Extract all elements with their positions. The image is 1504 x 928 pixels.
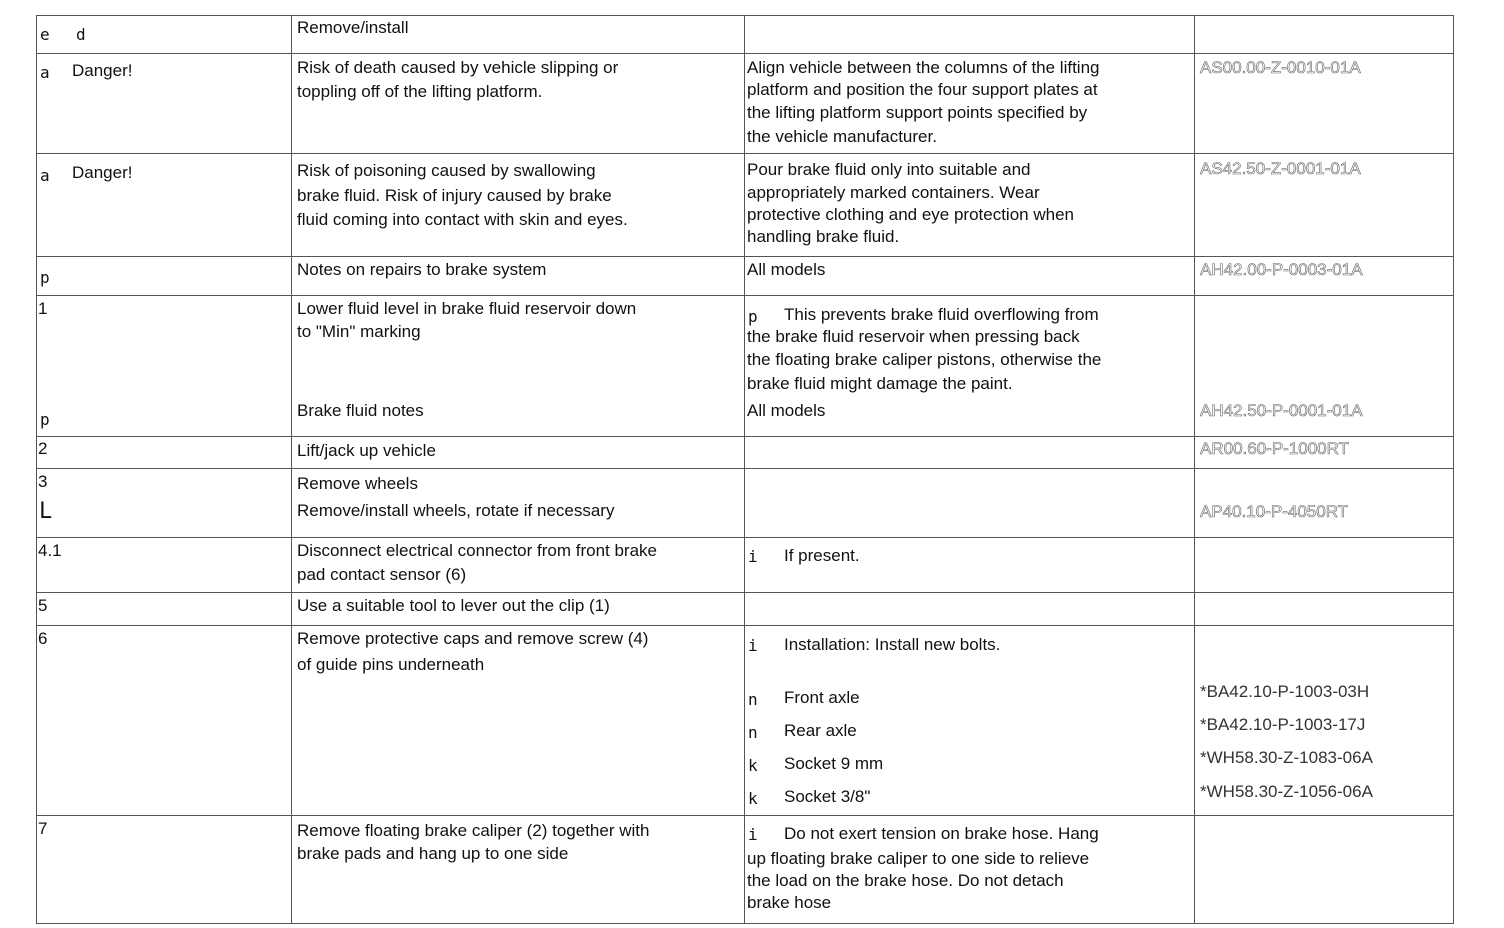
row-divider: [36, 468, 1454, 469]
row-divider: [36, 153, 1454, 154]
step-number: 6: [38, 629, 48, 648]
row-text: pad contact sensor (6): [297, 565, 467, 584]
row-note: Align vehicle between the columns of the lifting: [747, 58, 1100, 77]
page-title: Remove/install: [297, 18, 409, 37]
row-note: Pour brake fluid only into suitable and: [747, 160, 1031, 179]
row-note: the load on the brake hose. Do not detach: [747, 871, 1064, 890]
column-divider: [36, 15, 37, 923]
row-note: the vehicle manufacturer.: [747, 127, 937, 146]
list-bullet-icon: n: [748, 690, 758, 709]
list-item-label: Socket 3/8": [784, 787, 871, 806]
row-divider: [36, 592, 1454, 593]
document-reference-link[interactable]: *BA42.10-P-1003-17J: [1200, 715, 1366, 734]
header-symbol-e: e: [40, 25, 50, 44]
row-note: the brake fluid reservoir when pressing back: [747, 327, 1080, 346]
row-note: up floating brake caliper to one side to relieve: [747, 849, 1090, 868]
row-text: Remove protective caps and remove screw (4): [297, 629, 649, 648]
list-bullet-icon: n: [748, 723, 758, 742]
danger-label: Danger!: [72, 61, 133, 80]
row-text: to "Min" marking: [297, 322, 421, 341]
row-note: appropriately marked containers. Wear: [747, 183, 1040, 202]
row-text: of guide pins underneath: [297, 655, 485, 674]
danger-icon: a: [40, 166, 50, 185]
row-subtext: Remove/install wheels, rotate if necessary: [297, 501, 615, 520]
row-text: fluid coming into contact with skin and eyes.: [297, 210, 628, 229]
step-number: 5: [38, 596, 48, 615]
header-symbol-d: d: [76, 25, 86, 44]
document-reference-link[interactable]: AP40.10-P-4050RT: [1200, 502, 1349, 521]
row-text: toppling off of the lifting platform.: [297, 82, 543, 101]
document-reference-link[interactable]: *BA42.10-P-1003-03H: [1200, 682, 1370, 701]
list-item-label: Front axle: [784, 688, 860, 707]
row-text: Notes on repairs to brake system: [297, 260, 547, 279]
step-number: 7: [38, 819, 48, 838]
notes-icon: p: [40, 410, 50, 429]
column-divider: [1453, 15, 1454, 923]
row-divider: [36, 256, 1454, 257]
row-note: Do not exert tension on brake hose. Hang: [784, 824, 1099, 843]
row-divider: [36, 537, 1454, 538]
row-note: This prevents brake fluid overflowing from: [784, 305, 1099, 324]
row-note: the floating brake caliper pistons, otherwise the: [747, 350, 1102, 369]
danger-label: Danger!: [72, 163, 133, 182]
row-note: If present.: [784, 546, 860, 565]
step-number: 2: [38, 439, 48, 458]
row-note: Installation: Install new bolts.: [784, 635, 1001, 654]
row-text: Risk of poisoning caused by swallowing: [297, 161, 596, 180]
document-reference-link[interactable]: AR00.60-P-1000RT: [1200, 439, 1349, 458]
row-divider: [36, 815, 1454, 816]
list-item-label: Rear axle: [784, 721, 857, 740]
step-number: 3: [38, 472, 48, 491]
column-divider: [291, 15, 292, 923]
row-text: brake fluid. Risk of injury caused by brake: [297, 186, 612, 205]
row-text: brake pads and hang up to one side: [297, 844, 569, 863]
row-text: Use a suitable tool to lever out the clip (1): [297, 596, 610, 615]
row-text: Remove floating brake caliper (2) together with: [297, 821, 650, 840]
row-note: brake fluid might damage the paint.: [747, 374, 1013, 393]
column-divider: [1194, 15, 1195, 923]
danger-icon: a: [40, 63, 50, 82]
row-note: handling brake fluid.: [747, 227, 900, 246]
document-reference-link[interactable]: *WH58.30-Z-1056-06A: [1200, 782, 1373, 801]
list-item-label: Socket 9 mm: [784, 754, 884, 773]
notes-icon: p: [40, 268, 50, 287]
table-border-bottom: [36, 923, 1454, 924]
document-reference-link[interactable]: AH42.50-P-0001-01A: [1200, 401, 1363, 420]
notes-icon: p: [748, 307, 758, 326]
row-note: protective clothing and eye protection when: [747, 205, 1074, 224]
info-icon: i: [748, 825, 758, 844]
info-icon: i: [748, 547, 758, 566]
row-note: All models: [747, 260, 826, 279]
info-icon: i: [748, 636, 758, 655]
row-text: Lift/jack up vehicle: [297, 441, 436, 460]
document-reference-link[interactable]: AS00.00-Z-0010-01A: [1200, 58, 1361, 77]
row-divider: [36, 53, 1454, 54]
row-note: All models: [747, 401, 826, 420]
row-text: Disconnect electrical connector from front brake: [297, 541, 657, 560]
document-reference-link[interactable]: AH42.00-P-0003-01A: [1200, 260, 1363, 279]
row-note: the lifting platform support points specified by: [747, 103, 1088, 122]
row-divider: [36, 625, 1454, 626]
column-divider: [744, 15, 745, 923]
row-text: Risk of death caused by vehicle slipping or: [297, 58, 619, 77]
tool-icon: k: [748, 756, 758, 775]
step-number: 1: [38, 299, 48, 318]
row-note: platform and position the four support plates at: [747, 80, 1098, 99]
step-number: 4.1: [38, 541, 62, 560]
tool-icon: L: [39, 499, 53, 524]
document-reference-link[interactable]: AS42.50-Z-0001-01A: [1200, 159, 1361, 178]
row-note: brake hose: [747, 893, 832, 912]
row-subtext: Brake fluid notes: [297, 401, 424, 420]
tool-icon: k: [748, 789, 758, 808]
table-border-top: [36, 15, 1454, 16]
document-reference-link[interactable]: *WH58.30-Z-1083-06A: [1200, 748, 1373, 767]
row-text: Lower fluid level in brake fluid reservoir down: [297, 299, 637, 318]
row-text: Remove wheels: [297, 474, 418, 493]
row-divider: [36, 295, 1454, 296]
